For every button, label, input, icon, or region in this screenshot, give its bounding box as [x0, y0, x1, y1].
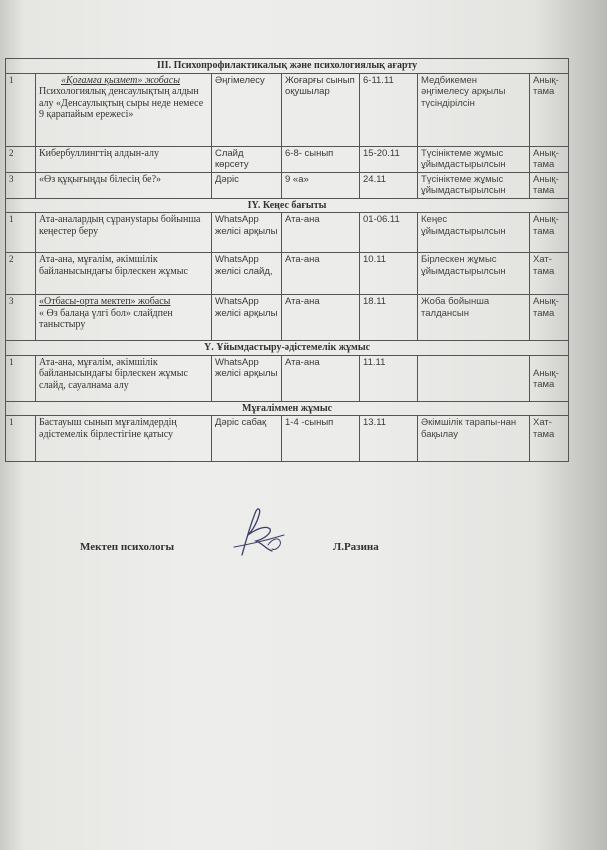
section-header-row [6, 198, 569, 213]
row-number: 2 [6, 253, 36, 295]
result-cell: Түсініктеме жұмыс ұйымдастырылсын [418, 172, 530, 198]
result-cell: Жоба бойынша талдансын [418, 295, 530, 341]
result-cell [418, 355, 530, 401]
row-number: 1 [6, 355, 36, 401]
row-number: 1 [6, 73, 36, 146]
section-6-title: Мұғаліммен жұмыс [6, 401, 569, 416]
table-row [6, 355, 569, 401]
status-cell: Анық-тама [530, 213, 569, 253]
status-cell: Анық-тама [530, 355, 569, 401]
form-cell: WhatsApp желісі арқылы [212, 355, 282, 401]
topic-cell [36, 295, 212, 341]
form-cell: WhatsApp желісі арқылы [212, 213, 282, 253]
topic-cell: Ата-ана, мұғалім, әкімшілік байланысындағы бірлескен жұмыс слайд, сауалнама алу [36, 355, 212, 401]
topic-cell: Бастауыш сынып мұғалімдердің әдістемелік бірлестігіне қатысу [36, 416, 212, 462]
audience-cell: Ата-ана [282, 253, 360, 295]
table-row [6, 213, 569, 253]
signatory-role: Мектеп психологы [80, 541, 175, 553]
topic-cell [36, 73, 212, 146]
audience-cell: 1-4 -сынып [282, 416, 360, 462]
row-number: 3 [6, 295, 36, 341]
date-cell: 10.11 [360, 253, 418, 295]
form-cell: Слайд көрсету [212, 146, 282, 172]
status-cell: Анық-тама [530, 146, 569, 172]
project-link: «Отбасы-орта мектеп» жобасы [39, 296, 171, 307]
status-cell: Хат-тама [530, 253, 569, 295]
plan-table [5, 58, 569, 462]
status-cell: Хат-тама [530, 416, 569, 462]
topic-cell: Ата-аналардың сұранystары бойынша кеңестер беру [36, 213, 212, 253]
row-number: 1 [6, 213, 36, 253]
date-cell: 01-06.11 [360, 213, 418, 253]
section-header-row [6, 401, 569, 416]
date-cell: 18.11 [360, 295, 418, 341]
topic-cell: «Өз құқығыңды білесің бе?» [36, 172, 212, 198]
row-number: 2 [6, 146, 36, 172]
form-cell: WhatsApp желісі арқылы [212, 295, 282, 341]
project-link: «Қоғамға қызмет» жобасы [61, 74, 180, 86]
audience-cell: 6-8- сынып [282, 146, 360, 172]
form-cell: Дәріс [212, 172, 282, 198]
table-row [6, 295, 569, 341]
form-cell: Дәріс сабақ [212, 416, 282, 462]
date-cell: 15-20.11 [360, 146, 418, 172]
result-cell: Медбикемен әңгімелесу арқылы түсіндірілсін [418, 73, 530, 146]
audience-cell: Ата-ана [282, 213, 360, 253]
table-row [6, 146, 569, 172]
topic-text: « Өз балаңа үлгі бол» слайдпен таныстыру [39, 307, 173, 330]
topic-cell: Кибербуллингтің алдын-алу [36, 146, 212, 172]
date-cell: 6-11.11 [360, 73, 418, 146]
date-cell: 11.11 [360, 355, 418, 401]
row-number: 1 [6, 416, 36, 462]
table-row [6, 172, 569, 198]
result-cell: Бірлескен жұмыс ұйымдастырылсын [418, 253, 530, 295]
section-3-title: III. Психопрофилактикалық және психологиялық ағарту [6, 59, 569, 74]
section-header-row [6, 341, 569, 356]
handwritten-signature [228, 505, 288, 565]
row-number: 3 [6, 172, 36, 198]
status-cell: Анық-тама [530, 295, 569, 341]
result-cell: Түсініктеме жұмыс ұйымдастырылсын [418, 146, 530, 172]
status-cell: Анық-тама [530, 73, 569, 146]
result-cell: Кеңес ұйымдастырылсын [418, 213, 530, 253]
result-cell: Әкімшілік тарапы-нан бақылау [418, 416, 530, 462]
signature-block [0, 505, 607, 565]
audience-cell: Ата-ана [282, 355, 360, 401]
topic-text: Психологиялық денсаулықтың алдын алу «Денсаулықтың сыры неде немесе 9 қарапайым ережесі» [39, 86, 204, 120]
status-cell: Анық-тама [530, 172, 569, 198]
form-cell: Әңгімелесу [212, 73, 282, 146]
signatory-name: Л.Разина [333, 541, 379, 553]
section-header-row [6, 59, 569, 74]
audience-cell: Ата-ана [282, 295, 360, 341]
audience-cell: Жоғарғы сынып оқушылар [282, 73, 360, 146]
table-row [6, 73, 569, 146]
date-cell: 13.11 [360, 416, 418, 462]
form-cell: WhatsApp желісі слайд, [212, 253, 282, 295]
table-row [6, 416, 569, 462]
section-4-title: IY. Кеңес бағыты [6, 198, 569, 213]
section-5-title: Ү. Ұйымдастыру-әдістемелік жұмыс [6, 341, 569, 356]
date-cell: 24.11 [360, 172, 418, 198]
audience-cell: 9 «а» [282, 172, 360, 198]
topic-cell: Ата-ана, мұғалім, әкімшілік байланысындағы бірлескен жұмыс [36, 253, 212, 295]
table-row [6, 253, 569, 295]
